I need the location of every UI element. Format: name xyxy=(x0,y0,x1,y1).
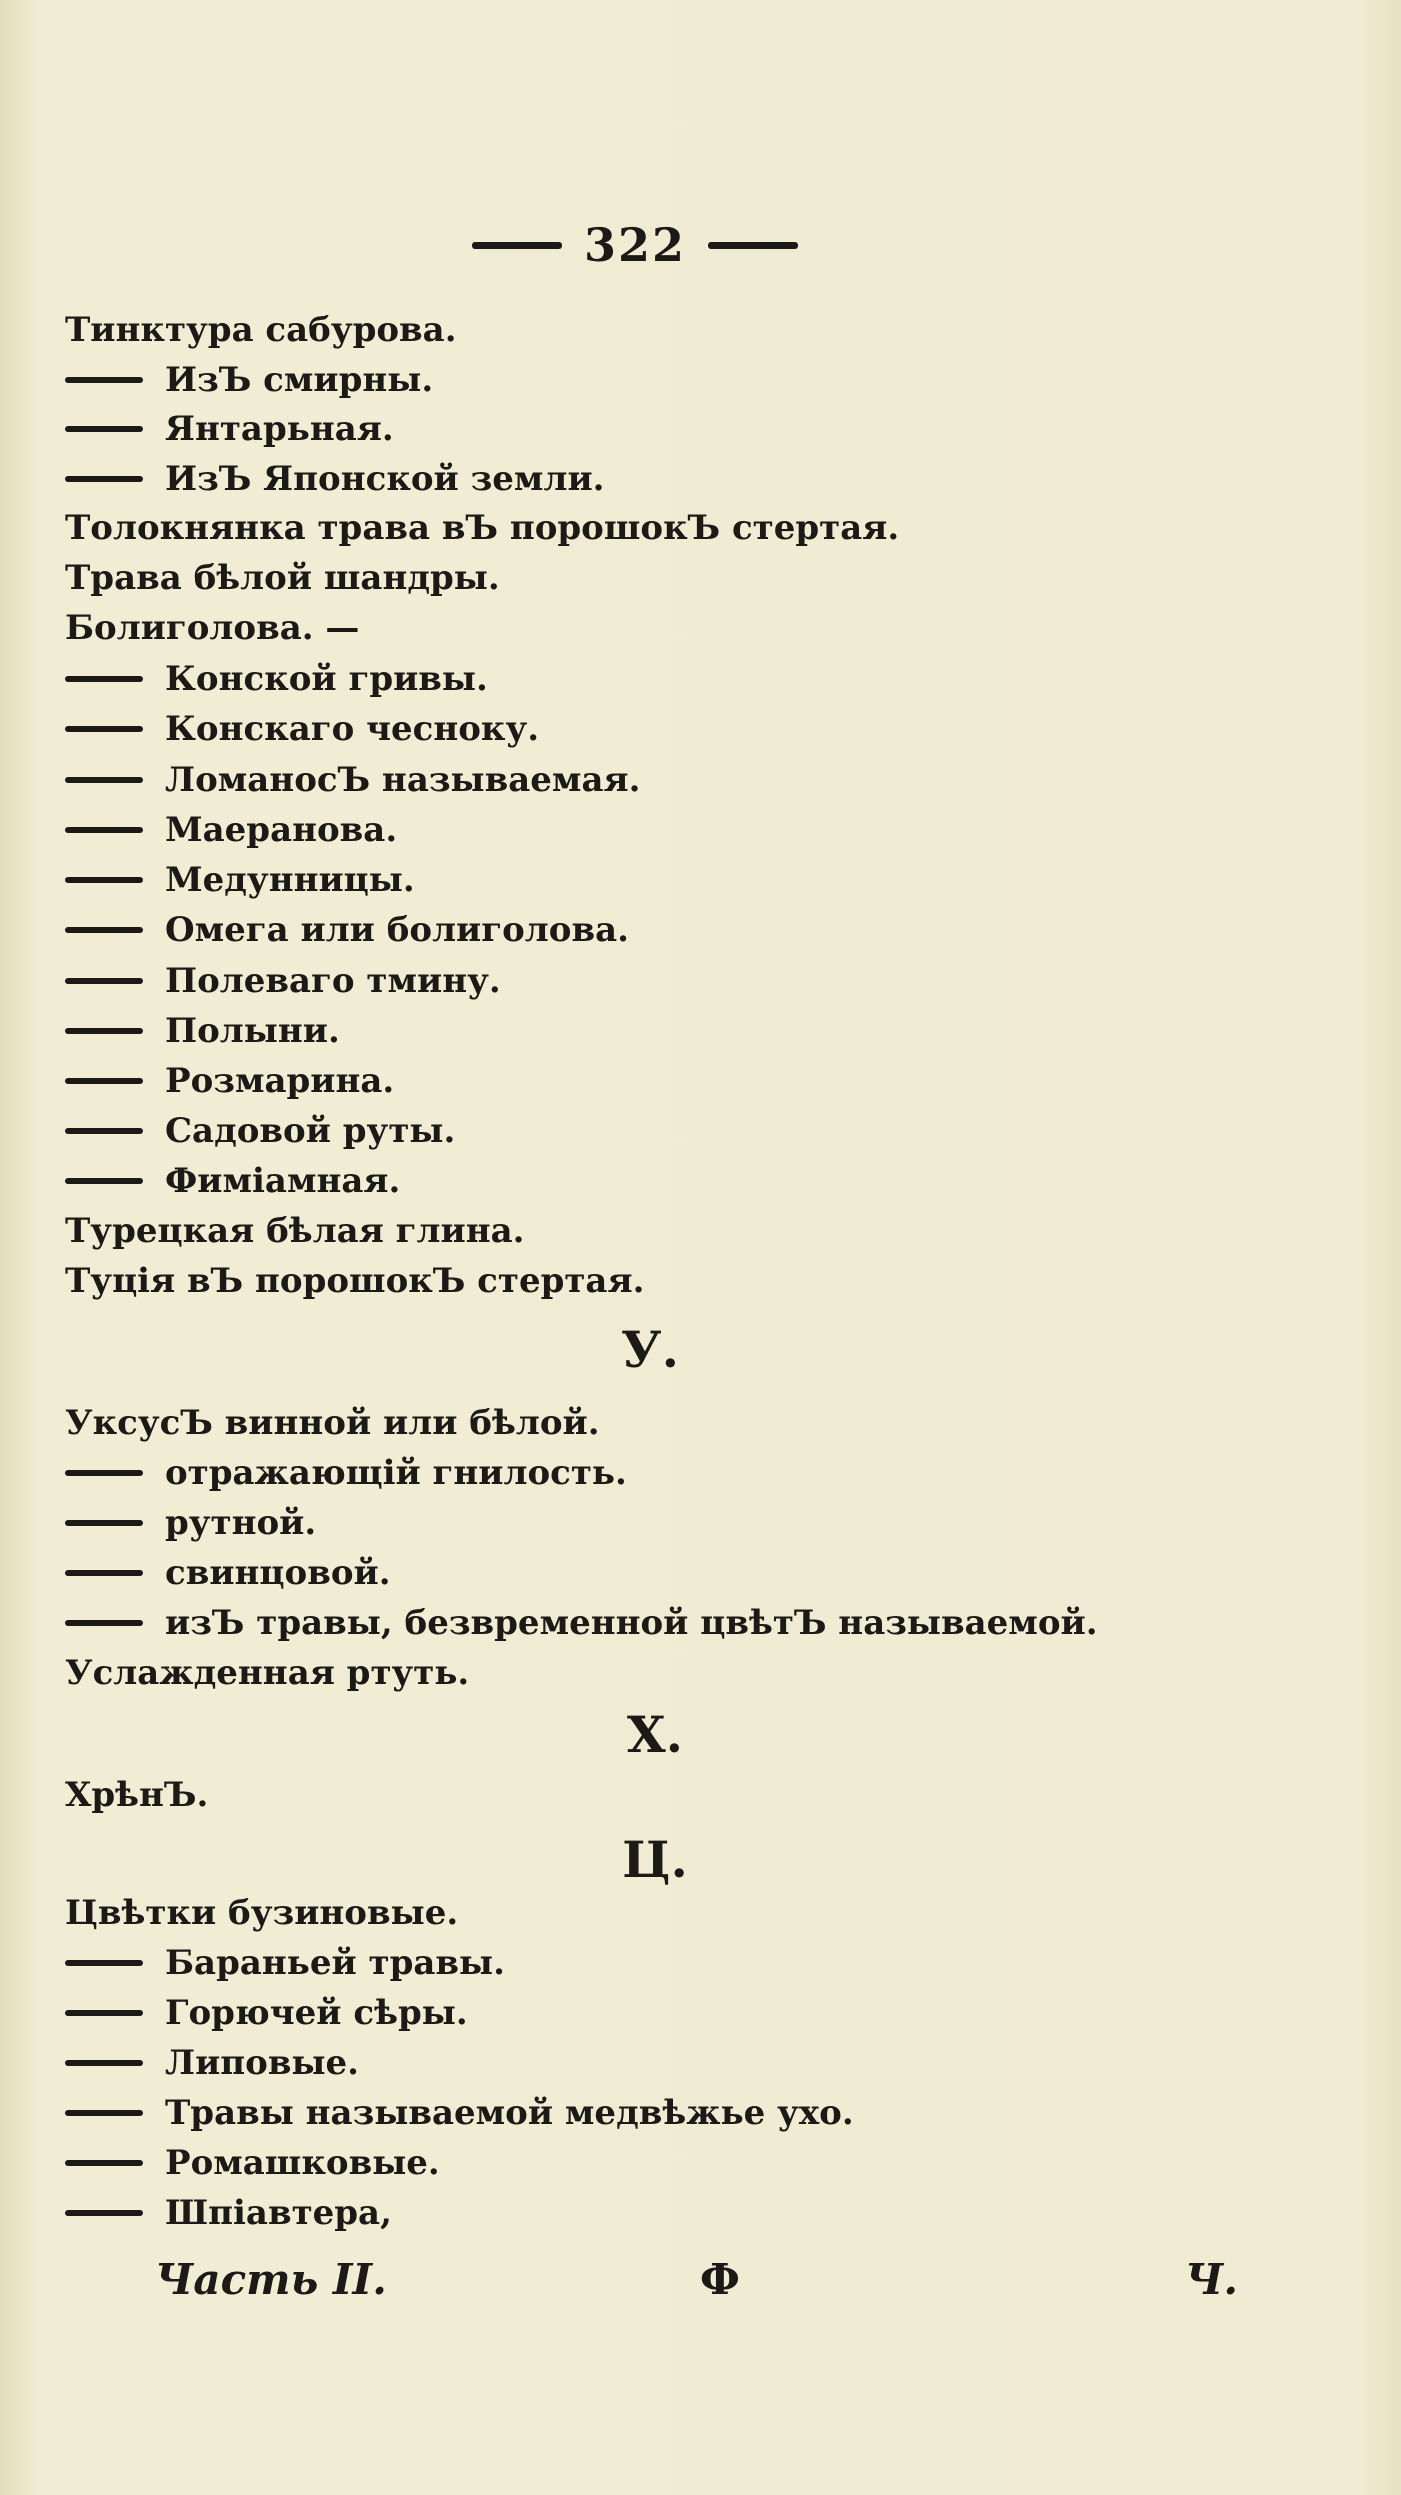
entry-line: Янтарьная. xyxy=(65,406,394,452)
header-dash-right xyxy=(708,242,798,249)
catchword: Ч. xyxy=(1185,2255,1238,2304)
entry-line: Конскаго чесноку. xyxy=(65,706,539,752)
entry-line: Ромашковые. xyxy=(65,2140,440,2186)
entry-line: Цвѣтки бузиновые. xyxy=(65,1893,459,1933)
section-heading: Ц. xyxy=(622,1830,688,1889)
entry-line: Омега или болиголова. xyxy=(65,907,629,953)
dash-mark xyxy=(65,2060,143,2066)
dash-mark xyxy=(65,676,143,682)
dash-mark xyxy=(65,1078,143,1084)
entry-line: Маеранова. xyxy=(65,807,397,853)
dash-mark xyxy=(65,827,143,833)
entry-line: Тинктура сабурова. xyxy=(65,310,457,350)
dash-mark xyxy=(65,2160,143,2166)
dash-mark xyxy=(65,1128,143,1134)
entry-line: Горючей сѣры. xyxy=(65,1990,468,2036)
entry-line: ЛоманосЪ называемая. xyxy=(65,757,640,803)
entry-line: Розмарина. xyxy=(65,1058,394,1104)
entry-line: ХрѣнЪ. xyxy=(65,1775,209,1815)
entry-line: Бараньей травы. xyxy=(65,1940,505,1986)
entry-line: Полеваго тмину. xyxy=(65,958,501,1004)
entry-line: Фиміамная. xyxy=(65,1158,400,1204)
entry-line: ИзЪ смирны. xyxy=(65,357,433,403)
entry-line: Конской гривы. xyxy=(65,656,488,702)
header-dash-left xyxy=(472,242,562,249)
entry-line: свинцовой. xyxy=(65,1550,391,1596)
dash-mark xyxy=(65,426,143,432)
entry-line: рутной. xyxy=(65,1500,316,1546)
entry-line: Полыни. xyxy=(65,1008,340,1054)
dash-mark xyxy=(65,2010,143,2016)
dash-mark xyxy=(65,1570,143,1576)
entry-line: Садовой руты. xyxy=(65,1108,455,1154)
entry-line: Услажденная ртуть. xyxy=(65,1653,470,1693)
volume-part-label: Часть II. xyxy=(155,2255,387,2304)
dash-mark xyxy=(65,1470,143,1476)
entry-line: Толокнянка трава вЪ порошокЪ стертая. xyxy=(65,508,900,548)
section-heading: Х. xyxy=(626,1705,684,1764)
dash-mark xyxy=(65,927,143,933)
dash-mark xyxy=(65,877,143,883)
dash-mark xyxy=(65,1028,143,1034)
section-heading: У. xyxy=(621,1320,679,1379)
entry-line: Травы называемой медвѣжье ухо. xyxy=(65,2090,854,2136)
page-footer xyxy=(155,2255,1265,2315)
dash-mark xyxy=(65,1960,143,1966)
page-number: 322 xyxy=(583,218,687,272)
entry-line: Липовые. xyxy=(65,2040,359,2086)
entry-line: Болиголова. — xyxy=(65,608,360,648)
page-header xyxy=(470,215,800,275)
dash-mark xyxy=(65,777,143,783)
entry-line: Турецкая бѣлая глина. xyxy=(65,1211,525,1251)
dash-mark xyxy=(65,978,143,984)
entry-line: Туція вЪ порошокЪ стертая. xyxy=(65,1261,645,1301)
entry-line: Шпіавтера, xyxy=(65,2190,392,2236)
dash-mark xyxy=(65,2210,143,2216)
entry-line: отражающій гнилость. xyxy=(65,1450,627,1496)
dash-mark xyxy=(65,1178,143,1184)
entry-line: ИзЪ Японской земли. xyxy=(65,456,605,502)
dash-mark xyxy=(65,1520,143,1526)
dash-mark xyxy=(65,2110,143,2116)
entry-line: УксусЪ винной или бѣлой. xyxy=(65,1403,600,1443)
entry-line: Медунницы. xyxy=(65,857,415,903)
dash-mark xyxy=(65,377,143,383)
entry-line: изЪ травы, безвременной цвѣтЪ называемой. xyxy=(65,1600,1098,1646)
dash-mark xyxy=(65,726,143,732)
entry-line: Трава бѣлой шандры. xyxy=(65,558,500,598)
dash-mark xyxy=(65,1620,143,1626)
signature-mark: Ф xyxy=(700,2255,740,2304)
dash-mark xyxy=(65,476,143,482)
